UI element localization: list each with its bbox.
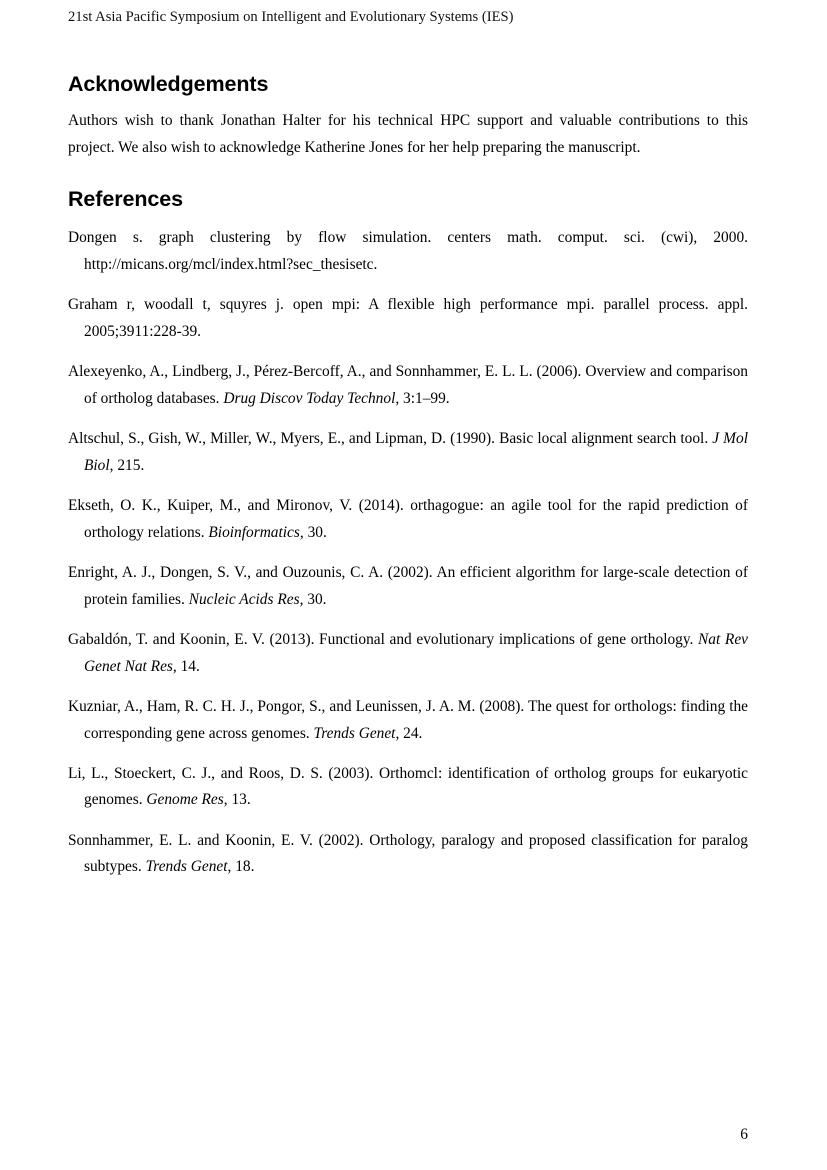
reference-item: [68, 493, 748, 546]
acknowledgements-paragraph: Authors wish to thank Jonathan Halter for his technical HPC support and valuable contributions to this project. We also wish to acknowledge Katherine Jones for her help preparing the manuscript.: [68, 112, 748, 156]
reference-item: [68, 225, 748, 278]
reference-citation-detail: , 3:1–99.: [395, 389, 450, 407]
reference-item: [68, 426, 748, 479]
reference-text: Li, L., Stoeckert, C. J., and Roos, D. S. (2003). Orthomcl: identification of ortholog groups for eukaryotic genomes.: [68, 765, 748, 809]
reference-citation-detail: , 13.: [223, 791, 251, 809]
running-header: 21st Asia Pacific Symposium on Intelligent and Evolutionary Systems (IES): [68, 9, 514, 25]
reference-journal-title: Nucleic Acids Res: [188, 590, 300, 608]
reference-text: Sonnhammer, E. L. and Koonin, E. V. (2002). Orthology, paralogy and proposed classification for paralog subtypes.: [68, 831, 748, 876]
reference-citation-detail: , 18.: [227, 858, 255, 876]
reference-item: [68, 560, 748, 613]
reference-item: [68, 359, 748, 412]
page-number: 6: [740, 1126, 748, 1143]
reference-item: [68, 627, 748, 680]
reference-journal-title: Trends Genet: [145, 858, 228, 876]
reference-text: Kuzniar, A., Ham, R. C. H. J., Pongor, S., and Leunissen, J. A. M. (2008). The quest for orthologs: finding the corresponding gene across genomes.: [68, 698, 748, 742]
reference-citation-detail: , 30.: [299, 590, 327, 608]
reference-item: [68, 694, 748, 747]
reference-citation-detail: , 24.: [395, 724, 423, 742]
acknowledgements-heading: Acknowledgements: [68, 71, 269, 96]
reference-journal-title: Nat Rev Genet Nat Res: [84, 631, 748, 675]
reference-text: Gabaldón, T. and Koonin, E. V. (2013). Functional and evolutionary implications of gene orthology.: [68, 631, 699, 649]
reference-text: Graham r, woodall t, squyres j. open mpi: A flexible high performance mpi. parallel process. appl. 2005;3911:228-39.: [68, 296, 748, 340]
reference-item: [68, 292, 748, 345]
reference-citation-detail: , 215.: [109, 456, 145, 474]
reference-text: Enright, A. J., Dongen, S. V., and Ouzounis, C. A. (2002). An efficient algorithm for large-scale detection of protein families.: [68, 564, 748, 608]
reference-journal-title: Bioinformatics: [208, 523, 300, 541]
reference-citation-detail: , 14.: [172, 657, 200, 675]
reference-citation-detail: , 30.: [299, 523, 327, 541]
page-content-column: [68, 0, 748, 881]
reference-text: Altschul, S., Gish, W., Miller, W., Myers, E., and Lipman, D. (1990). Basic local alignment search tool.: [68, 430, 713, 448]
reference-journal-title: Drug Discov Today Technol: [223, 389, 396, 407]
reference-journal-title: Trends Genet: [313, 724, 396, 742]
references-heading: References: [68, 187, 183, 212]
reference-item: [68, 761, 748, 814]
reference-item: [68, 828, 748, 881]
reference-list: [68, 225, 748, 881]
reference-text: Dongen s. graph clustering by flow simulation. centers math. comput. sci. (cwi), 2000. http://micans.org/mcl/index.html?sec_thesisetc.: [68, 229, 748, 273]
reference-journal-title: Genome Res: [146, 791, 224, 809]
reference-journal-title: J Mol Biol: [84, 430, 748, 474]
reference-text: Alexeyenko, A., Lindberg, J., Pérez-Bercoff, A., and Sonnhammer, E. L. L. (2006). Overview and comparison of ortholog databases.: [68, 363, 748, 407]
reference-text: Ekseth, O. K., Kuiper, M., and Mironov, V. (2014). orthagogue: an agile tool for the rapid prediction of orthology relations.: [68, 497, 748, 541]
